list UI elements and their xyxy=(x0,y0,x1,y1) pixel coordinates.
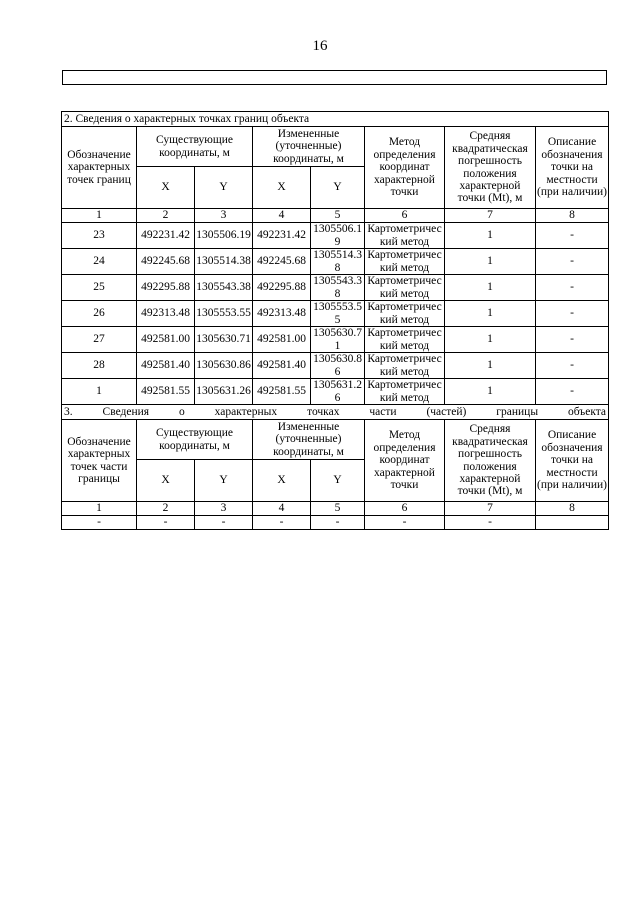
x-existing: 492581.40 xyxy=(137,353,195,379)
y-changed: 1305631.26 xyxy=(311,379,365,405)
dash-cell: - xyxy=(195,516,253,530)
error-mt: 1 xyxy=(445,353,536,379)
column-number: 1 xyxy=(62,502,137,516)
method: Картометрический метод xyxy=(365,301,445,327)
error-mt: 1 xyxy=(445,327,536,353)
column-number: 4 xyxy=(253,209,311,223)
x-changed: 492581.40 xyxy=(253,353,311,379)
header-y-changed: Y xyxy=(311,460,365,502)
header-changed-coords: Измененные (уточненные) координаты, м xyxy=(253,127,365,167)
table-row xyxy=(62,353,609,379)
error-mt: 1 xyxy=(445,275,536,301)
y-existing: 1305630.71 xyxy=(195,327,253,353)
header-x-existing: X xyxy=(137,460,195,502)
description: - xyxy=(536,249,609,275)
error-mt: 1 xyxy=(445,379,536,405)
dash-cell xyxy=(536,516,609,530)
description: - xyxy=(536,379,609,405)
point-id: 1 xyxy=(62,379,137,405)
header-x-changed: X xyxy=(253,460,311,502)
column-number: 6 xyxy=(365,502,445,516)
header-method: Метод определения координат характерной точки xyxy=(365,420,445,502)
header-y-existing: Y xyxy=(195,460,253,502)
description: - xyxy=(536,301,609,327)
column-number: 5 xyxy=(311,502,365,516)
column-number: 3 xyxy=(195,502,253,516)
point-id: 27 xyxy=(62,327,137,353)
table-row xyxy=(62,275,609,301)
header-changed-coords: Измененные (уточненные) координаты, м xyxy=(253,420,365,460)
column-number: 3 xyxy=(195,209,253,223)
table-row xyxy=(62,301,609,327)
point-id: 24 xyxy=(62,249,137,275)
description: - xyxy=(536,327,609,353)
header-y-existing: Y xyxy=(195,167,253,209)
x-existing: 492295.88 xyxy=(137,275,195,301)
column-number: 7 xyxy=(445,502,536,516)
error-mt: 1 xyxy=(445,249,536,275)
y-changed: 1305543.38 xyxy=(311,275,365,301)
x-changed: 492581.55 xyxy=(253,379,311,405)
table-row xyxy=(62,379,609,405)
y-changed: 1305553.55 xyxy=(311,301,365,327)
y-existing: 1305506.19 xyxy=(195,223,253,249)
table-row xyxy=(62,327,609,353)
header-y-changed: Y xyxy=(311,167,365,209)
method: Картометрический метод xyxy=(365,353,445,379)
y-existing: 1305631.26 xyxy=(195,379,253,405)
y-existing: 1305514.38 xyxy=(195,249,253,275)
header-description: Описание обозначения точки на местности (при наличии) xyxy=(536,420,609,502)
points-table xyxy=(61,111,609,530)
error-mt: 1 xyxy=(445,301,536,327)
x-existing: 492245.68 xyxy=(137,249,195,275)
column-number: 4 xyxy=(253,502,311,516)
column-number: 6 xyxy=(365,209,445,223)
table-row xyxy=(62,516,609,530)
header-designation-part: Обозначение характерных точек части границы xyxy=(62,420,137,502)
header-existing-coords: Существующие координаты, м xyxy=(137,420,253,460)
description: - xyxy=(536,223,609,249)
header-existing-coords: Существующие координаты, м xyxy=(137,127,253,167)
dash-cell: - xyxy=(311,516,365,530)
point-id: 28 xyxy=(62,353,137,379)
x-existing: 492581.00 xyxy=(137,327,195,353)
dash-cell: - xyxy=(365,516,445,530)
header-method: Метод определения координат характерной точки xyxy=(365,127,445,209)
empty-header-box xyxy=(62,70,607,85)
table-row xyxy=(62,223,609,249)
column-number: 5 xyxy=(311,209,365,223)
y-existing: 1305553.55 xyxy=(195,301,253,327)
description: - xyxy=(536,275,609,301)
dash-cell: - xyxy=(445,516,536,530)
x-changed: 492581.00 xyxy=(253,327,311,353)
page-number: 16 xyxy=(312,38,328,54)
y-changed: 1305506.19 xyxy=(311,223,365,249)
header-description: Описание обозначения точки на местности (при наличии) xyxy=(536,127,609,209)
section2-title: 2. Сведения о характерных точках границ объекта xyxy=(62,112,609,127)
header-error: Средняя квадратическая погрешность положения характерной точки (Mt), м xyxy=(445,420,536,502)
dash-cell: - xyxy=(253,516,311,530)
column-number: 8 xyxy=(536,502,609,516)
header-designation: Обозначение характерных точек границ xyxy=(62,127,137,209)
column-number: 8 xyxy=(536,209,609,223)
column-numbers-row xyxy=(62,502,609,516)
method: Картометрический метод xyxy=(365,327,445,353)
method: Картометрический метод xyxy=(365,379,445,405)
header-x-existing: X xyxy=(137,167,195,209)
method: Картометрический метод xyxy=(365,275,445,301)
header-error: Средняя квадратическая погрешность положения характерной точки (Mt), м xyxy=(445,127,536,209)
section3-title: 3. Сведения о характерных точках части (частей) границы объекта xyxy=(62,405,609,420)
x-changed: 492231.42 xyxy=(253,223,311,249)
column-number: 7 xyxy=(445,209,536,223)
table-row xyxy=(62,249,609,275)
y-existing: 1305543.38 xyxy=(195,275,253,301)
y-changed: 1305514.38 xyxy=(311,249,365,275)
x-changed: 492313.48 xyxy=(253,301,311,327)
column-number: 1 xyxy=(62,209,137,223)
x-existing: 492581.55 xyxy=(137,379,195,405)
y-existing: 1305630.86 xyxy=(195,353,253,379)
x-changed: 492245.68 xyxy=(253,249,311,275)
point-id: 26 xyxy=(62,301,137,327)
dash-cell: - xyxy=(137,516,195,530)
point-id: 23 xyxy=(62,223,137,249)
dash-cell: - xyxy=(62,516,137,530)
y-changed: 1305630.86 xyxy=(311,353,365,379)
header-x-changed: X xyxy=(253,167,311,209)
column-number: 2 xyxy=(137,502,195,516)
x-existing: 492313.48 xyxy=(137,301,195,327)
point-id: 25 xyxy=(62,275,137,301)
y-changed: 1305630.71 xyxy=(311,327,365,353)
column-number: 2 xyxy=(137,209,195,223)
description: - xyxy=(536,353,609,379)
x-existing: 492231.42 xyxy=(137,223,195,249)
method: Картометрический метод xyxy=(365,223,445,249)
x-changed: 492295.88 xyxy=(253,275,311,301)
method: Картометрический метод xyxy=(365,249,445,275)
column-numbers-row xyxy=(62,209,609,223)
error-mt: 1 xyxy=(445,223,536,249)
